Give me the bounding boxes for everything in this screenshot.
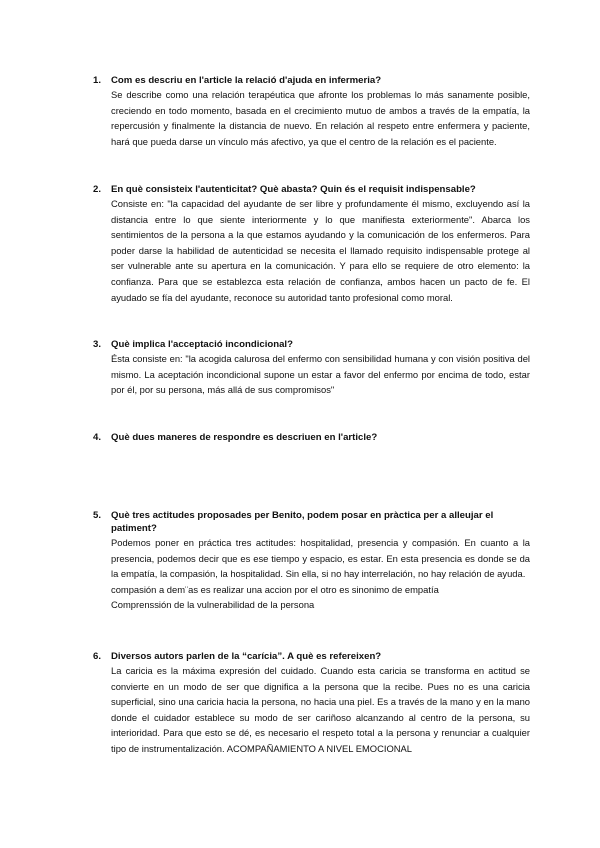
question-number: 3. [93,339,102,350]
answer-text [111,663,530,757]
question-number: 6. [93,651,102,662]
answer-paragraph: Podemos poner en práctica tres actitudes: hospitalidad, presencia y compasión. En cuanto a la presencia, podemos decir que es ese tiempo y espacio, es estar. En esta presencia es donde se da la empatía, la compasión, la hospitalidad. Sin ella, si no hay interrelación, no hay relación de ayuda. [111,537,530,580]
answer-text [111,535,530,613]
question-number: 2. [93,184,102,195]
question-number: 4. [93,432,102,443]
answer-paragraph: Ésta consiste en: "la acogida calurosa del enfermo con sensibilidad humana y con visión positiva del mismo. La aceptación incondicional supone un estar a favor del enfermo por encima de todo, estar por él, por su persona, más allá de sus compromisos" [111,353,530,396]
question-number: 5. [93,510,102,521]
question-5 [93,509,530,613]
question-4 [93,431,530,444]
answer-note: compasión a dem¨as es realizar una accion por el otro es sinonimo de empatía [111,583,439,595]
answer-paragraph: Se describe como una relación terapéutica que afronte los problemas lo más sanamente posible, creciendo en todo momento, basada en el crecimiento mutuo de ambos a través de la empatía, la repercusión y finalmente la distancia de nuevo. En relación al respeto entre enfermera y paciente, hará que pueda darse un vínculo más afectivo, ya que el centro de la relación es el paciente. [111,89,530,147]
question-title: Com es descriu en l'article la relació d'ajuda en infermeria? [111,75,382,86]
question-1 [93,74,530,149]
answer-paragraph: Consiste en: "la capacidad del ayudante de ser libre y profundamente él mismo, excluyendo así la distancia entre lo que siente interiormente y lo que manifiesta exteriormente". Abarca los sentimientos de la persona a la que estamos ayudando y la comunicación de los enfermeros. Para poder darse la habilidad de autenticidad se necesita el llamado requisito indispensable protege al ser vulnerable ante su apertura en la comunicación. Y para ello se requiere de otro elemento: la confianza. Para que se establezca esta relación de confianza, ambos hacen un pacto de fe. El ayudado se fía del ayudante, reconoce su autoridad tanto profesional como moral. [111,198,530,303]
answer-paragraph: La caricia es la máxima expresión del cuidado. Cuando esta caricia se transforma en actitud se convierte en un modo de ser que dignifica a la persona que la recibe. Pues no es una caricia superficial, sino una caricia hacia la persona, no hacia una piel. Es a través de la mano y en la mano donde el cuidador establece su modo de ser cariñoso alcanzando al centro de la persona, su interioridad. Para que esto se dé, es necesario el respeto total a la persona y renunciar a cualquier tipo de instrumentalización. ACOMPAÑAMIENTO A NIVEL EMOCIONAL [111,665,530,754]
answer-text [111,196,530,305]
answer-text [111,351,530,398]
answer-text [111,87,530,149]
question-number: 1. [93,75,102,86]
question-title: Què implica l'acceptació incondicional? [111,339,293,350]
question-2 [93,183,530,305]
question-title: Què tres actitudes proposades per Benito, podem posar en pràctica per a alleujar el patiment? [111,510,494,534]
question-title: Diversos autors parlen de la “carícia”. A què es refereixen? [111,651,382,662]
question-6 [93,650,530,757]
question-3 [93,338,530,398]
question-title: En què consisteix l'autenticitat? Què abasta? Quin és el requisit indispensable? [111,184,476,195]
question-title: Què dues maneres de respondre es descriuen en l'article? [111,432,378,443]
answer-note: Comprenssión de la vulnerabilidad de la persona [111,599,315,611]
